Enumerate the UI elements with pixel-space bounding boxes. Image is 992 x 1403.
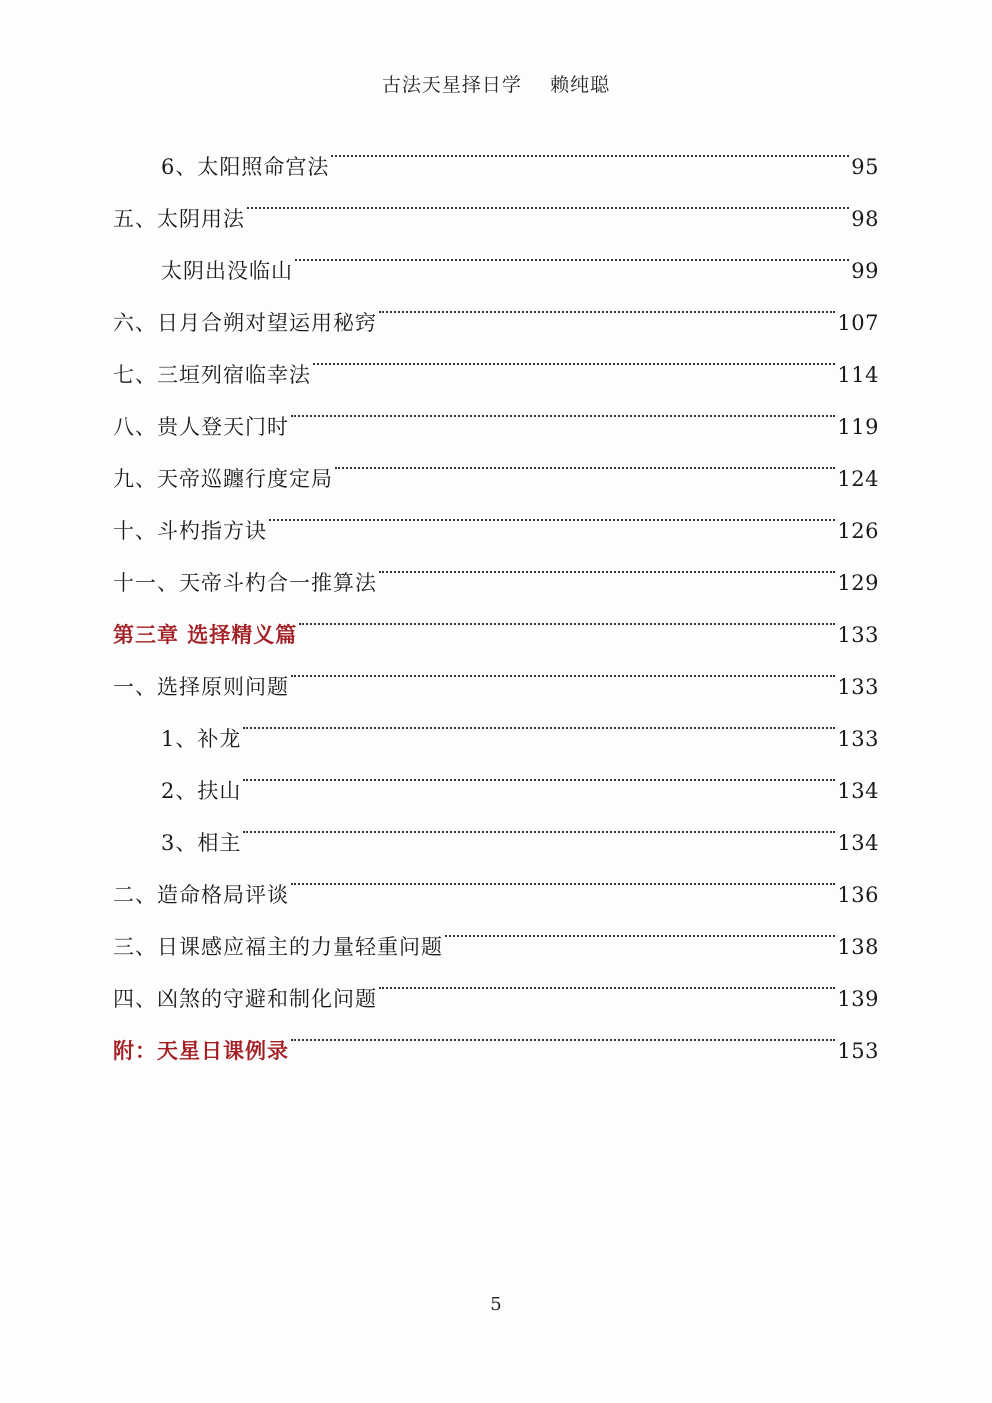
toc-entry xyxy=(113,122,879,179)
toc-entry-title: 四、凶煞的守避和制化问题 xyxy=(113,987,377,1011)
toc-leader-dots xyxy=(335,434,835,486)
toc-leader-dots xyxy=(291,850,835,902)
toc-entry-page: 119 xyxy=(837,415,879,439)
page-number: 5 xyxy=(490,1294,502,1315)
page-header xyxy=(0,70,992,97)
toc-entry-title: 6、太阳照命宫法 xyxy=(161,155,330,179)
table-of-contents xyxy=(113,122,879,1063)
toc-leader-dots xyxy=(291,382,835,434)
toc-entry-title: 九、天帝巡躔行度定局 xyxy=(113,467,333,491)
toc-leader-dots xyxy=(291,642,835,694)
toc-entry-page: 124 xyxy=(837,467,879,491)
toc-entry-page: 95 xyxy=(851,155,879,179)
toc-entry-page: 138 xyxy=(837,935,879,959)
toc-entry-title: 2、扶山 xyxy=(161,779,242,803)
book-author: 赖纯聪 xyxy=(550,74,611,96)
toc-entry-page: 126 xyxy=(837,519,879,543)
toc-entry-title: 一、选择原则问题 xyxy=(113,675,289,699)
toc-entry-page: 133 xyxy=(837,623,879,647)
toc-entry-title: 1、补龙 xyxy=(161,727,242,751)
toc-entry-title: 三、日课感应福主的力量轻重问题 xyxy=(113,935,443,959)
toc-entry-title: 十、斗杓指方诀 xyxy=(113,519,267,543)
toc-leader-dots xyxy=(243,798,835,850)
toc-leader-dots xyxy=(379,278,835,330)
toc-entry-title: 五、太阴用法 xyxy=(113,207,245,231)
toc-leader-dots xyxy=(247,174,849,226)
toc-entry-page: 139 xyxy=(837,987,879,1011)
toc-entry-title: 七、三垣列宿临幸法 xyxy=(113,363,311,387)
toc-entry-page: 107 xyxy=(837,311,879,335)
book-title: 古法天星择日学 xyxy=(381,74,522,96)
toc-leader-dots xyxy=(331,122,849,174)
toc-entry-title: 太阴出没临山 xyxy=(161,259,293,283)
toc-entry-title: 3、相主 xyxy=(161,831,242,855)
toc-entry-page: 153 xyxy=(837,1039,879,1063)
toc-leader-dots xyxy=(379,538,835,590)
toc-leader-dots xyxy=(295,226,849,278)
toc-leader-dots xyxy=(445,902,835,954)
toc-entry-page: 133 xyxy=(837,727,879,751)
toc-leader-dots xyxy=(379,954,835,1006)
toc-leader-dots xyxy=(269,486,835,538)
toc-entry-page: 99 xyxy=(851,259,879,283)
toc-entry-page: 136 xyxy=(837,883,879,907)
toc-entry-page: 134 xyxy=(837,831,879,855)
toc-entry-page: 129 xyxy=(837,571,879,595)
toc-leader-dots xyxy=(243,746,835,798)
toc-entry-page: 114 xyxy=(837,363,879,387)
toc-entry-title: 六、日月合朔对望运用秘窍 xyxy=(113,311,377,335)
toc-entry-page: 133 xyxy=(837,675,879,699)
toc-entry-title: 八、贵人登天门时 xyxy=(113,415,289,439)
toc-entry-title: 十一、天帝斗杓合一推算法 xyxy=(113,571,377,595)
toc-entry-title: 二、造命格局评谈 xyxy=(113,883,289,907)
toc-leader-dots xyxy=(291,1006,835,1058)
toc-entry-page: 134 xyxy=(837,779,879,803)
toc-entry-title: 第三章 选择精义篇 xyxy=(113,622,298,647)
toc-leader-dots xyxy=(243,694,835,746)
toc-leader-dots xyxy=(299,590,835,642)
toc-entry-title: 附：天星日课例录 xyxy=(113,1038,289,1063)
toc-entry-page: 98 xyxy=(851,207,879,231)
toc-leader-dots xyxy=(313,330,835,382)
